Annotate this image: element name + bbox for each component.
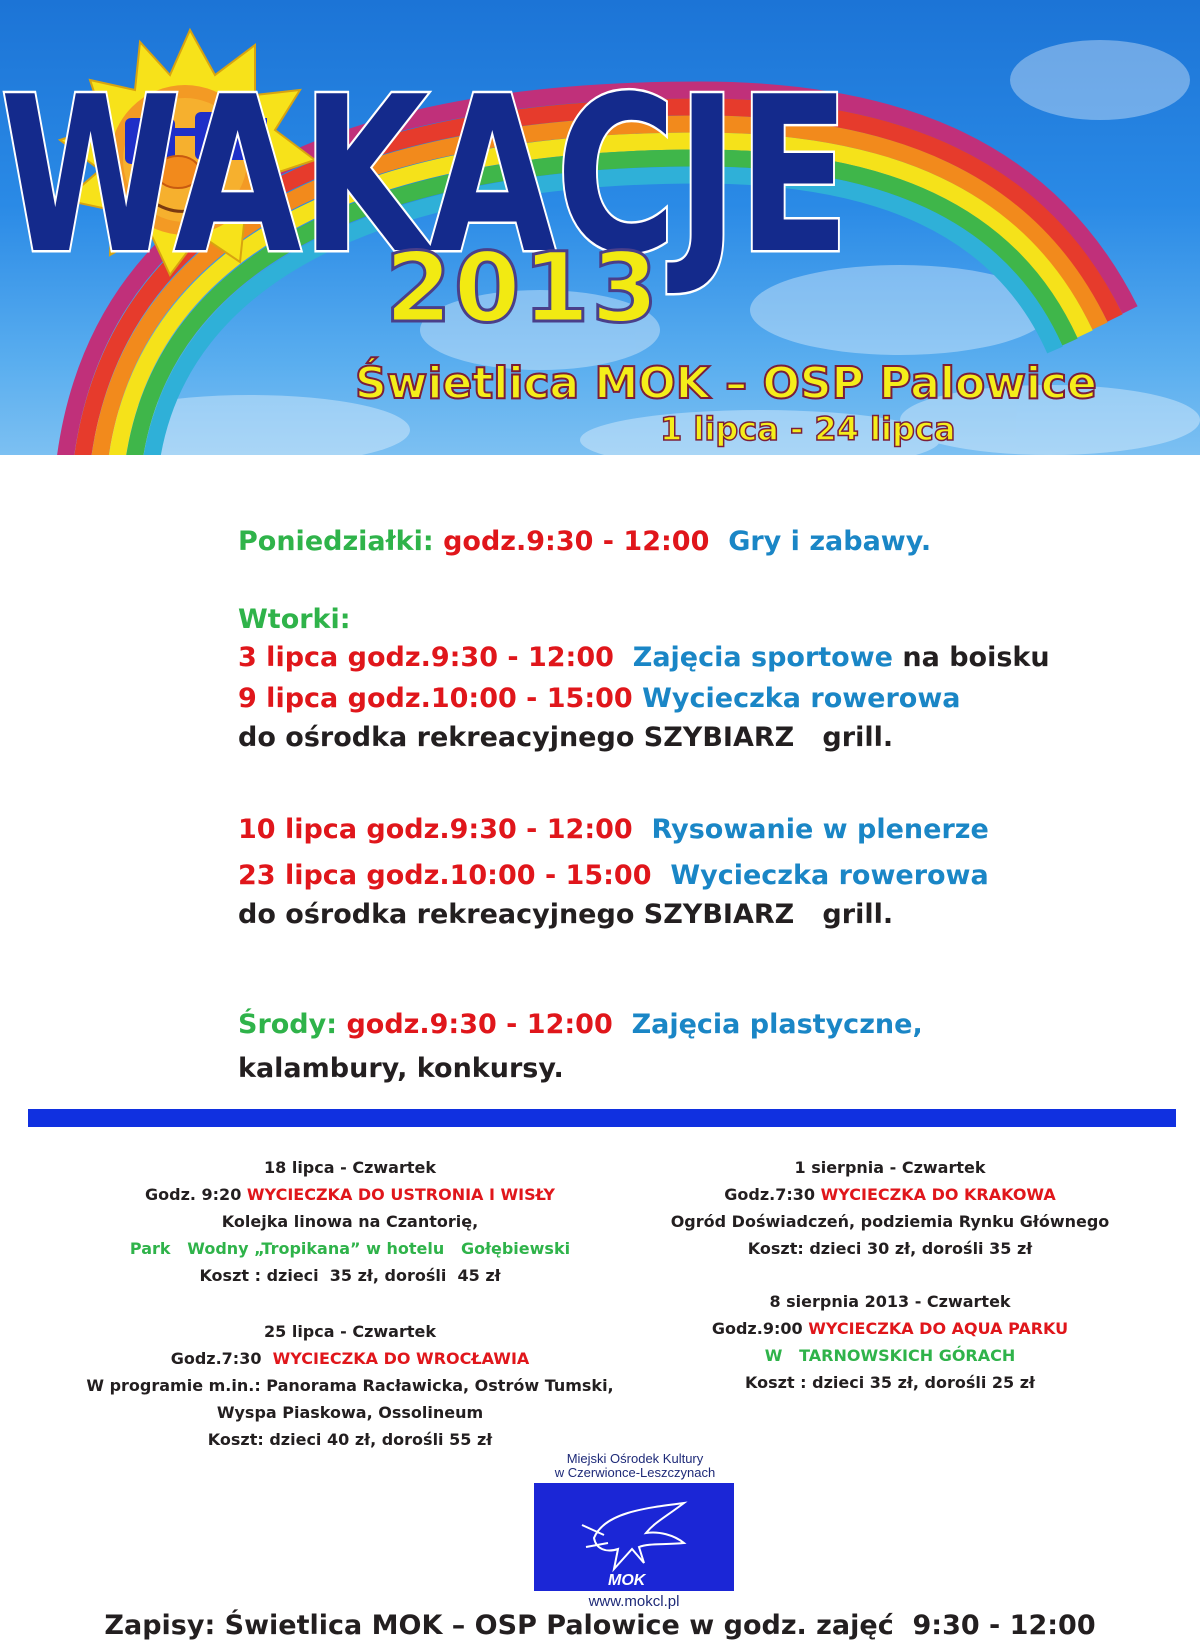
tuesday-item-3	[238, 816, 989, 843]
trip-krakow	[630, 1154, 1150, 1262]
trip-date: 18 lipca - Czwartek	[264, 1158, 436, 1177]
monday-time: godz.9:30 - 12:00	[443, 526, 710, 557]
wednesday-time: godz.9:30 - 12:00	[346, 1009, 613, 1040]
title-text: WAKACJE	[0, 50, 850, 301]
logo-mark: MOK	[608, 1572, 646, 1589]
trip-wroclaw	[70, 1318, 630, 1453]
trip-detail: Wyspa Piaskowa, Ossolineum	[216, 1403, 484, 1422]
tuesday-item-4	[238, 862, 989, 889]
dates-heading: 1 lipca - 24 lipca	[660, 410, 956, 448]
trip-name: WYCIECZKA DO WROCŁAWIA	[272, 1349, 530, 1368]
trip-title-line	[630, 1181, 1150, 1208]
trip-name: WYCIECZKA DO USTRONIA I WISŁY	[246, 1185, 556, 1204]
trip-ustron	[70, 1154, 630, 1289]
t2-activity: Wycieczka rowerowa	[642, 683, 961, 714]
trip-title-line	[630, 1315, 1150, 1342]
trip-cost: Koszt : dzieci 35 zł, dorośli 45 zł	[199, 1266, 501, 1285]
tuesday-day: Wtorki:	[238, 604, 351, 635]
mok-logo	[534, 1483, 734, 1591]
trip-cost: Koszt : dzieci 35 zł, dorośli 25 zł	[745, 1373, 1035, 1392]
registration-footer: Zapisy: Świetlica MOK – OSP Palowice w godz. zajęć 9:30 - 12:00	[104, 1610, 1096, 1641]
t3-date-time: 10 lipca godz.9:30 - 12:00	[238, 814, 633, 845]
trip-cost: Koszt: dzieci 30 zł, dorośli 35 zł	[747, 1239, 1033, 1258]
tuesday-item-1	[238, 644, 1050, 671]
trip-time: Godz.7:30	[724, 1185, 816, 1204]
trip-aqua-park	[630, 1288, 1150, 1396]
trip-detail: Kolejka linowa na Czantorię,	[221, 1212, 479, 1231]
trip-title-line	[70, 1181, 630, 1208]
monday-activity: Gry i zabawy.	[728, 526, 932, 557]
t1-activity: Zajęcia sportowe	[632, 642, 893, 673]
trip-detail: Ogród Doświadczeń, podziemia Rynku Głównego	[670, 1212, 1110, 1231]
trip-name: WYCIECZKA DO AQUA PARKU	[808, 1319, 1069, 1338]
trip-cost: Koszt: dzieci 40 zł, dorośli 55 zł	[207, 1430, 493, 1449]
section-divider	[28, 1109, 1176, 1127]
wednesday-day: Środy:	[238, 1009, 338, 1040]
trip-detail: Park Wodny „Tropikana” w hotelu Gołębiewski	[129, 1239, 571, 1258]
year-heading: 2013	[385, 232, 661, 344]
wednesday-activity: Zajęcia plastyczne,	[631, 1009, 923, 1040]
logo-line-1: Miejski Ośrodek Kultury	[566, 1451, 704, 1466]
trip-time: Godz. 9:20	[144, 1185, 242, 1204]
trip-time: Godz.7:30	[170, 1349, 262, 1368]
wednesday-line2: kalambury, konkursy.	[238, 1053, 564, 1084]
t2-line2: do ośrodka rekreacyjnego SZYBIARZ grill.	[238, 722, 894, 753]
trip-date: 8 sierpnia 2013 - Czwartek	[769, 1292, 1011, 1311]
t2-date-time: 9 lipca godz.10:00 - 15:00	[238, 683, 633, 714]
t4-date-time: 23 lipca godz.10:00 - 15:00	[238, 860, 652, 891]
logo-line-2: w Czerwionce-Leszczynach	[554, 1465, 716, 1480]
pegasus-icon	[534, 1483, 734, 1591]
logo-caption	[520, 1452, 750, 1480]
website-url: www.mokcl.pl	[588, 1593, 680, 1610]
t1-date-time: 3 lipca godz.9:30 - 12:00	[238, 642, 614, 673]
t3-activity: Rysowanie w plenerze	[651, 814, 989, 845]
venue-heading: Świetlica MOK – OSP Palowice	[355, 358, 1097, 409]
trip-detail: W TARNOWSKICH GÓRACH	[764, 1346, 1016, 1365]
trip-date: 25 lipca - Czwartek	[264, 1322, 436, 1341]
banner	[0, 0, 1200, 455]
t4-activity: Wycieczka rowerowa	[670, 860, 989, 891]
trip-name: WYCIECZKA DO KRAKOWA	[820, 1185, 1056, 1204]
trip-title-line	[70, 1345, 630, 1372]
tuesday-item-2	[238, 685, 961, 712]
t1-rest: na boisku	[902, 642, 1050, 673]
monday-day: Poniedziałki:	[238, 526, 434, 557]
trip-detail: W programie m.in.: Panorama Racławicka, Ostrów Tumski,	[86, 1376, 614, 1395]
monday-line	[238, 528, 931, 555]
t4-line2: do ośrodka rekreacyjnego SZYBIARZ grill.	[238, 899, 894, 930]
trip-date: 1 sierpnia - Czwartek	[794, 1158, 986, 1177]
wednesday-line	[238, 1011, 923, 1038]
trip-time: Godz.9:00	[711, 1319, 803, 1338]
